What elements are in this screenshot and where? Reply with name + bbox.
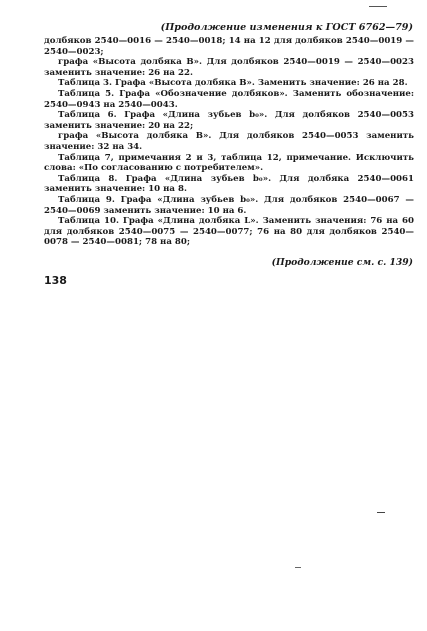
paragraph-6: графа «Высота долбяка В». Для долбяков 2540—0053 заменить значение: 32 на 34.	[44, 131, 414, 152]
paragraph-5: Таблица 6. Графа «Длина зубьев b₀». Для долбяков 2540—0053 заменить значение: 20 на 22;	[44, 110, 414, 131]
scan-artifact	[369, 6, 387, 7]
paragraph-9: Таблица 9. Графа «Длина зубьев b₀». Для долбяков 2540—0067 — 2540—0069 заменить значение: 10 на 6.	[44, 194, 414, 216]
paragraph-7: Таблица 7, примечания 2 и 3, таблица 12, примечание. Исключить слова: «По согласованию с потребителем».	[44, 152, 414, 174]
paragraph-4: Таблица 5. Графа «Обозначение долбяков». Заменить обозначение: 2540—0943 на 2540—0043.	[44, 88, 414, 110]
page-number: 138	[44, 274, 67, 287]
continuation-footer: (Продолжение см. с. 139)	[271, 257, 413, 268]
continuation-header: (Продолжение изменения к ГОСТ 6762—79)	[160, 22, 413, 33]
scan-artifact	[295, 567, 301, 568]
paragraph-1: долбяков 2540—0016 — 2540—0018; 14 на 12 для долбяков 2540—0019 — 2540—0023;	[44, 36, 414, 57]
scan-artifact	[377, 512, 385, 513]
paragraph-8: Таблица 8. Графа «Длина зубьев b₀». Для долбяка 2540—0061 заменить значение: 10 на 8.	[44, 173, 414, 195]
paragraph-10: Таблица 10. Графа «Длина долбяка L». Заменить значения: 76 на 60 для долбяков 2540—0075 — 2540—0077; 76 на 80 для долбяков 2540—0078 — 2540—0081; 78 на 80;	[44, 216, 414, 248]
paragraph-3: Таблица 3. Графа «Высота долбяка В». Заменить значение: 26 на 28.	[58, 78, 408, 89]
document-body	[44, 36, 414, 248]
paragraph-2: графа «Высота долбяка В». Для долбяков 2540—0019 — 2540—0023 заменить значение: 26 на 22.	[44, 57, 414, 78]
